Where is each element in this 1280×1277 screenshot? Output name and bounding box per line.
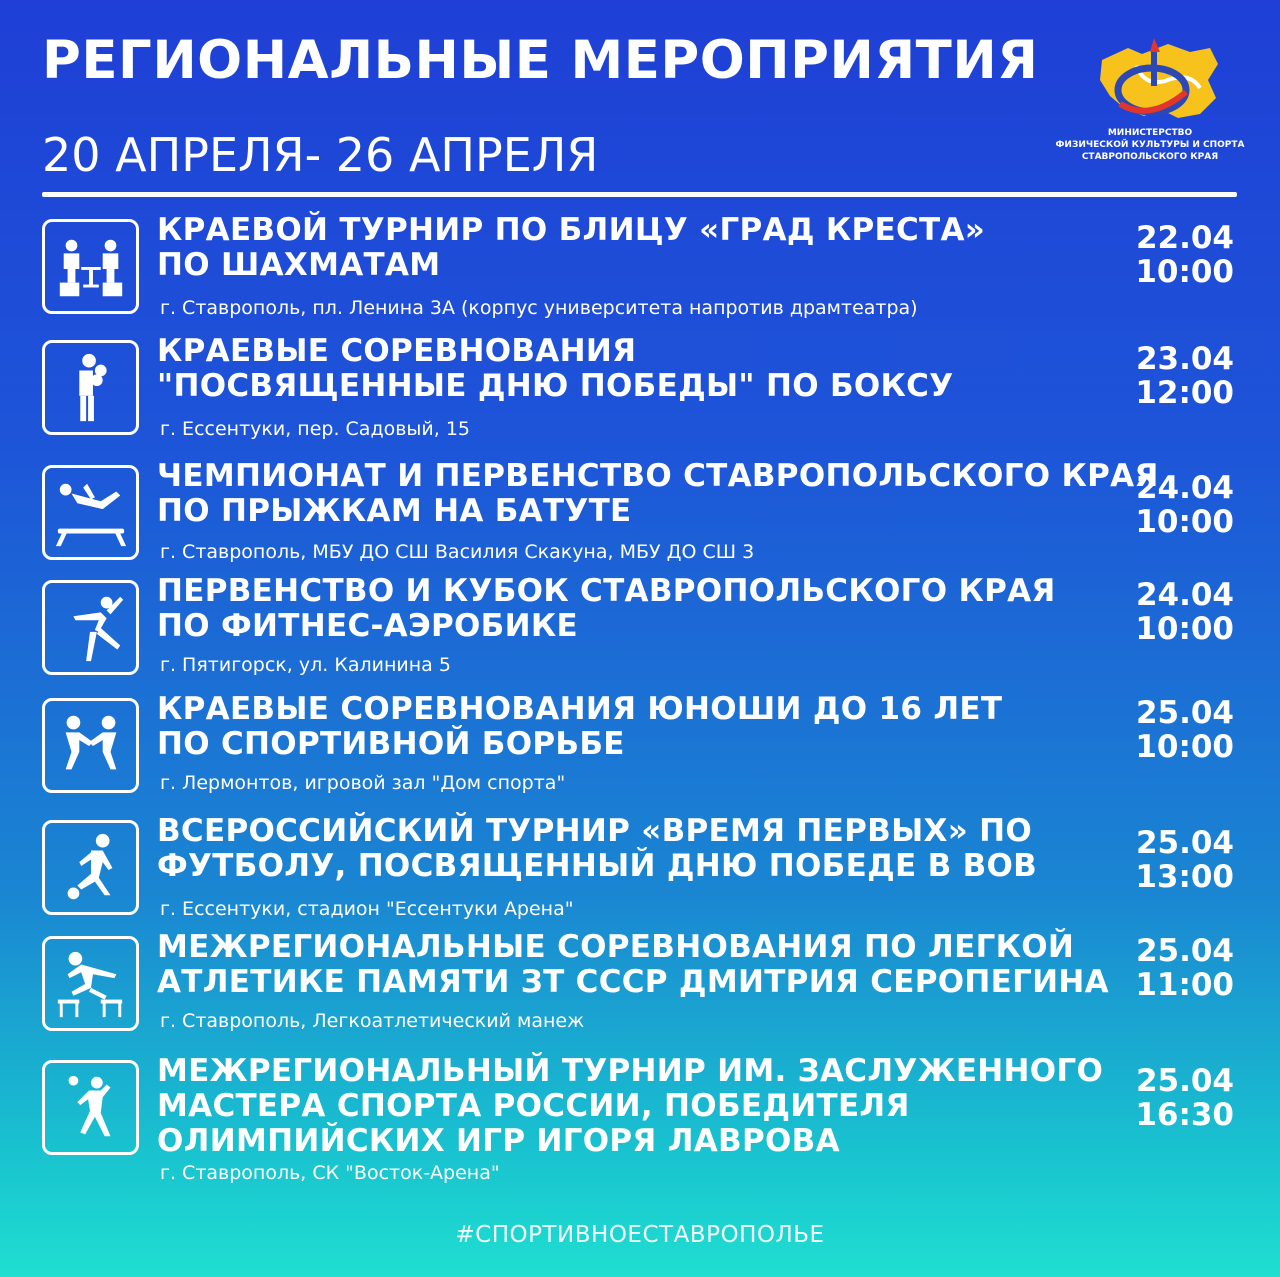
event-date: 24.04 — [1135, 577, 1234, 613]
event-title-line: ФУТБОЛУ, ПОСВЯЩЕННЫЙ ДНЮ ПОБЕДЕ В ВОВ — [157, 848, 1038, 884]
event-title-line: ПО ФИТНЕС-АЭРОБИКЕ — [157, 608, 578, 644]
event-title — [157, 213, 1117, 283]
event-title-line: ЧЕМПИОНАТ И ПЕРВЕНСТВО СТАВРОПОЛЬСКОГО КРАЯ — [157, 458, 1159, 494]
event-place: г. Ставрополь, МБУ ДО СШ Василия Скакуна, МБУ ДО СШ 3 — [160, 541, 755, 563]
event-place: г. Ставрополь, Легкоатлетический манеж — [160, 1010, 585, 1032]
event-title-line: ПО СПОРТИВНОЙ БОРЬБЕ — [157, 726, 625, 762]
event-title-line: КРАЕВЫЕ СОРЕВНОВАНИЯ — [157, 333, 637, 369]
event-place: г. Ставрополь, СК "Восток-Арена" — [160, 1162, 500, 1184]
event-place: г. Ставрополь, пл. Ленина 3А (корпус университета напротив драмтеатра) — [160, 297, 918, 319]
event-title-line: "ПОСВЯЩЕННЫЕ ДНЮ ПОБЕДЫ" ПО БОКСУ — [157, 368, 954, 404]
event-place: г. Ессентуки, пер. Садовый, 15 — [160, 418, 471, 440]
event-title — [157, 814, 1117, 884]
ministry-caption-line: ФИЗИЧЕСКОЙ КУЛЬТУРЫ И СПОРТА — [1055, 140, 1245, 150]
event-title-line: ВСЕРОССИЙСКИЙ ТУРНИР «ВРЕМЯ ПЕРВЫХ» ПО — [157, 813, 1033, 849]
event-time: 10:00 — [1135, 729, 1234, 765]
football-icon — [42, 820, 139, 915]
event-place: г. Лермонтов, игровой зал "Дом спорта" — [160, 772, 566, 794]
event-title-line: МАСТЕРА СПОРТА РОССИИ, ПОБЕДИТЕЛЯ — [157, 1088, 910, 1124]
boxing-icon — [42, 340, 139, 435]
ministry-caption-line: СТАВРОПОЛЬСКОГО КРАЯ — [1081, 152, 1219, 162]
event-title — [157, 930, 1117, 1000]
event-place: г. Ессентуки, стадион "Ессентуки Арена" — [160, 898, 574, 920]
event-title-line: КРАЕВЫЕ СОРЕВНОВАНИЯ ЮНОШИ ДО 16 ЛЕТ — [157, 691, 1003, 727]
athletics-hurdle-icon — [42, 936, 139, 1031]
event-time: 10:00 — [1135, 504, 1234, 540]
event-title-line: МЕЖРЕГИОНАЛЬНЫЕ СОРЕВНОВАНИЯ ПО ЛЕГКОЙ — [157, 929, 1075, 965]
event-date: 24.04 — [1135, 470, 1234, 506]
event-date: 25.04 — [1135, 933, 1234, 969]
event-time: 11:00 — [1135, 967, 1234, 1003]
event-title-line: АТЛЕТИКЕ ПАМЯТИ ЗТ СССР ДМИТРИЯ СЕРОПЕГИНА — [157, 964, 1109, 1000]
event-title-line: КРАЕВОЙ ТУРНИР ПО БЛИЦУ «ГРАД КРЕСТА» — [157, 212, 986, 248]
event-title — [157, 1054, 1117, 1159]
event-title — [157, 574, 1117, 644]
event-title-line: ПО ШАХМАТАМ — [157, 247, 441, 283]
event-place: г. Пятигорск, ул. Калинина 5 — [160, 654, 451, 676]
event-time: 10:00 — [1135, 611, 1234, 647]
event-title — [157, 692, 1117, 762]
event-date: 22.04 — [1135, 220, 1234, 256]
ministry-caption-line: МИНИСТЕРСТВО — [1107, 128, 1193, 138]
aerobics-icon — [42, 580, 139, 675]
trampoline-icon — [42, 465, 139, 560]
event-title-line: ПО ПРЫЖКАМ НА БАТУТЕ — [157, 493, 632, 529]
date-range: 20 АПРЕЛЯ- 26 АПРЕЛЯ — [42, 128, 599, 182]
wrestling-icon — [42, 698, 139, 793]
hashtag[interactable]: #СПОРТИВНОЕСТАВРОПОЛЬЕ — [455, 1222, 825, 1248]
event-title — [157, 334, 1117, 404]
event-title-line: ПЕРВЕНСТВО И КУБОК СТАВРОПОЛЬСКОГО КРАЯ — [157, 573, 1056, 609]
chess-icon — [42, 219, 139, 314]
page-title: РЕГИОНАЛЬНЫЕ МЕРОПРИЯТИЯ — [42, 30, 1039, 91]
event-date: 25.04 — [1135, 695, 1234, 731]
event-time: 16:30 — [1135, 1097, 1234, 1133]
event-title-line: МЕЖРЕГИОНАЛЬНЫЙ ТУРНИР ИМ. ЗАСЛУЖЕННОГО — [157, 1053, 1104, 1089]
event-time: 10:00 — [1135, 254, 1234, 290]
handball-icon — [42, 1060, 139, 1155]
event-title — [157, 458, 1159, 529]
event-title-line: ОЛИМПИЙСКИХ ИГР ИГОРЯ ЛАВРОВА — [157, 1123, 840, 1159]
event-date: 25.04 — [1135, 825, 1234, 861]
event-time: 13:00 — [1135, 859, 1234, 895]
event-time: 12:00 — [1135, 375, 1234, 411]
event-date: 23.04 — [1135, 341, 1234, 377]
event-date: 25.04 — [1135, 1063, 1234, 1099]
